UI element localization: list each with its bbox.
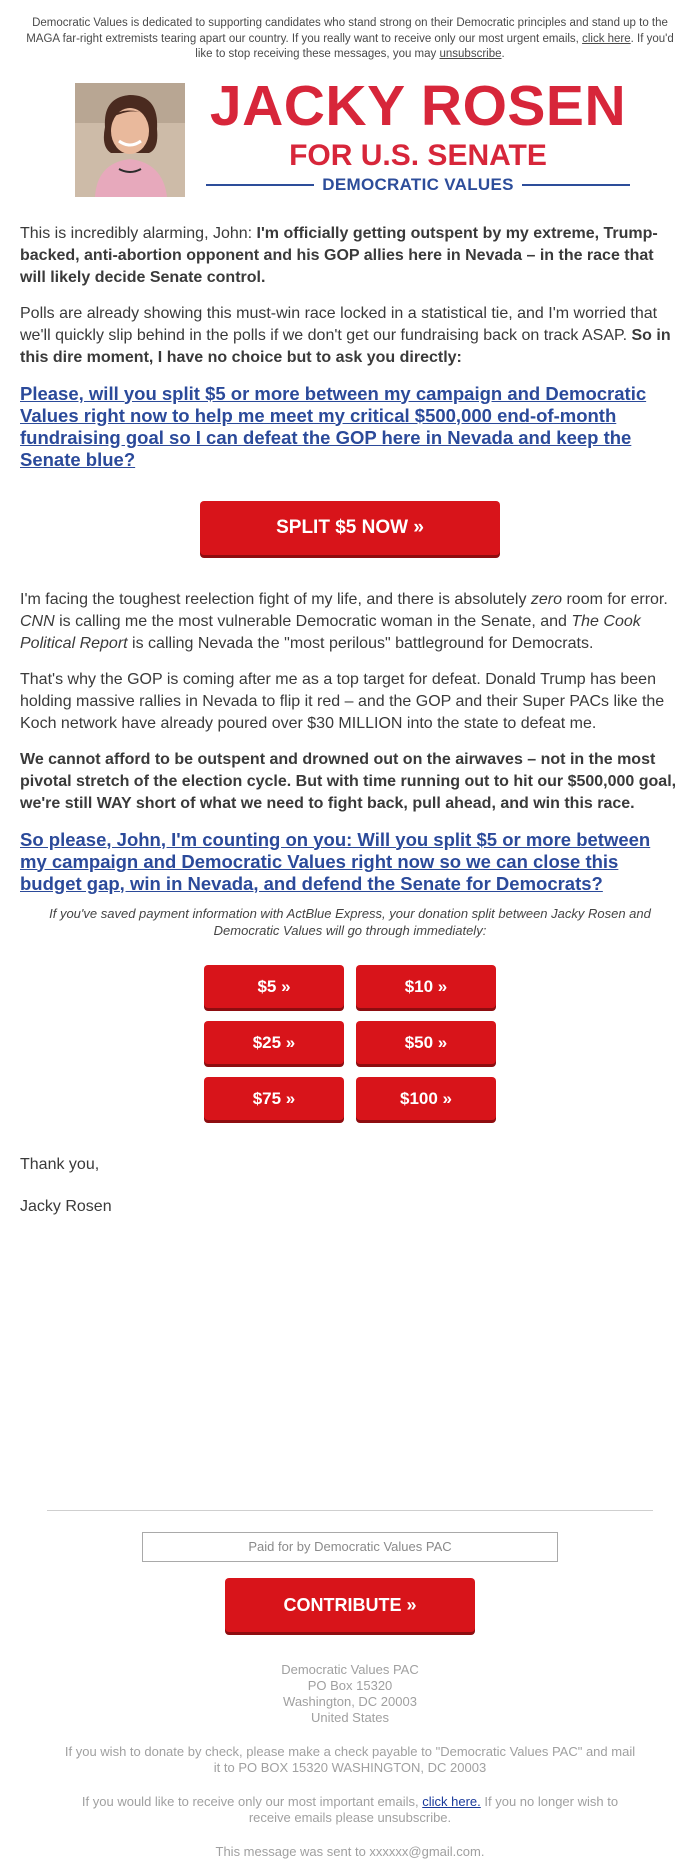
address-line: Democratic Values PAC bbox=[281, 1662, 419, 1677]
candidate-portrait-icon bbox=[75, 83, 185, 197]
urgent-emails-link[interactable]: click here bbox=[582, 32, 631, 45]
address-line: Washington, DC 20003 bbox=[283, 1694, 417, 1709]
logo-candidate-name: JACKY ROSEN bbox=[209, 73, 627, 138]
important-emails-link[interactable]: click here. bbox=[422, 1794, 481, 1809]
signature-text: Jacky Rosen bbox=[20, 1197, 112, 1215]
donate-10-button[interactable]: $10 » bbox=[356, 965, 496, 1008]
paragraph-1 bbox=[20, 223, 680, 289]
ask-link-1[interactable]: Please, will you split $5 or more between my campaign and Democratic Values right now to help me meet my critical $500,000 end-of-month fundraising goal so I can defeat the GOP here in Nevada and keep the Senate blue? bbox=[20, 382, 647, 470]
paragraph-3 bbox=[20, 589, 680, 655]
footer-divider bbox=[47, 1510, 653, 1511]
address-line: PO Box 15320 bbox=[307, 1678, 393, 1693]
email-pref-text-a: If you would like to receive only our most important emails, bbox=[81, 1794, 423, 1809]
footer bbox=[0, 1510, 700, 1860]
donate-100-button[interactable]: $100 » bbox=[356, 1077, 496, 1120]
candidate-photo bbox=[75, 83, 185, 197]
logo-subtitle: FOR U.S. SENATE bbox=[289, 138, 547, 172]
p1-bold: I'm officially getting outspent by my extreme, Trump-backed, anti-abortion opponent and his GOP allies here in Nevada – in the race that will likely decide Senate control. bbox=[20, 224, 658, 286]
donate-50-button[interactable]: $50 » bbox=[356, 1021, 496, 1064]
campaign-logo bbox=[206, 75, 630, 195]
paragraph-4: That's why the GOP is coming after me as a top target for defeat. Donald Trump has been holding massive rallies in Nevada to flip it red – and the GOP and their Super PACs like the Koch network have already poured over $30 MILLION into the state to defeat me. bbox=[20, 670, 665, 732]
donate-25-button[interactable]: $25 » bbox=[204, 1021, 344, 1064]
p3-text-d: is calling Nevada the "most perilous" battleground for Democrats. bbox=[127, 634, 594, 652]
p3-zero: zero bbox=[530, 590, 563, 608]
p3-cook: The Cook Political Report bbox=[20, 612, 641, 652]
donate-75-button[interactable]: $75 » bbox=[204, 1077, 344, 1120]
preheader bbox=[20, 0, 680, 63]
email-body bbox=[20, 207, 680, 1218]
split-5-now-button[interactable]: SPLIT $5 NOW » bbox=[200, 501, 500, 555]
logo-divider-left bbox=[206, 184, 314, 186]
logo-org-name: DEMOCRATIC VALUES bbox=[322, 174, 514, 194]
paragraph-5: We cannot afford to be outspent and drowned out on the airwaves – not in the most pivotal stretch of the election cycle. But with time running out to hit our $500,000 goal, we're still WAY short of what we need to fight back, pull ahead, and win this race. bbox=[20, 750, 677, 812]
p2-bold: So in this dire moment, I have no choice but to ask you directly: bbox=[20, 326, 671, 366]
email-preferences-note bbox=[60, 1794, 640, 1826]
actblue-note: If you've saved payment information with ActBlue Express, your donation split between Jacky Rosen and Democratic Values will go through immediately: bbox=[49, 905, 651, 938]
p3-text-a: I'm facing the toughest reelection fight of my life, and there is absolutely bbox=[20, 590, 531, 608]
preheader-text-3: . bbox=[501, 48, 505, 60]
address-line: United States bbox=[310, 1710, 390, 1725]
sent-to-note: This message was sent to xxxxxx@gmail.com. bbox=[215, 1844, 485, 1859]
p3-text-b: room for error. bbox=[562, 590, 668, 608]
thanks-text: Thank you, bbox=[20, 1155, 100, 1173]
email-pref-text-b: If you no longer wish to receive emails please unsubscribe. bbox=[248, 1794, 619, 1825]
logo-divider-right bbox=[522, 184, 630, 186]
p2-text: Polls are already showing this must-win race locked in a statistical tie, and I'm worried that we'll quickly slip behind in the polls if we don't get our fundraising back on track ASAP. bbox=[20, 304, 658, 344]
paragraph-2 bbox=[20, 303, 680, 369]
header-banner bbox=[0, 75, 700, 207]
preheader-text-2: . If you'd like to stop receiving these messages, you may bbox=[195, 32, 674, 60]
unsubscribe-link[interactable]: unsubscribe bbox=[439, 48, 502, 60]
mailing-address bbox=[0, 1662, 700, 1726]
donate-5-button[interactable]: $5 » bbox=[204, 965, 344, 1008]
signoff bbox=[20, 1154, 680, 1218]
p3-cnn: CNN bbox=[20, 612, 55, 630]
ask-link-2[interactable]: So please, John, I'm counting on you: Will you split $5 or more between my campaign and Democratic Values right now so we can close this budget gap, win in Nevada, and defend the Senate for Democrats? bbox=[20, 828, 651, 894]
donation-amount-grid bbox=[204, 965, 496, 1120]
p3-text-c: is calling me the most vulnerable Democratic woman in the Senate, and bbox=[54, 612, 572, 630]
check-donation-note: If you wish to donate by check, please make a check payable to "Democratic Values PAC" and mail it to PO BOX 15320 WASHINGTON, DC 20003 bbox=[64, 1744, 636, 1775]
p1-text: This is incredibly alarming, John: bbox=[20, 224, 257, 242]
preheader-text: Democratic Values is dedicated to supporting candidates who stand strong on their Democratic principles and stand up to the MAGA far-right extremists tearing apart our country. If you really want to receive only our most urgent emails, bbox=[26, 17, 668, 45]
logo-org-row bbox=[206, 175, 630, 195]
contribute-button[interactable]: CONTRIBUTE » bbox=[225, 1578, 475, 1632]
paid-for-box: Paid for by Democratic Values PAC bbox=[142, 1532, 558, 1562]
